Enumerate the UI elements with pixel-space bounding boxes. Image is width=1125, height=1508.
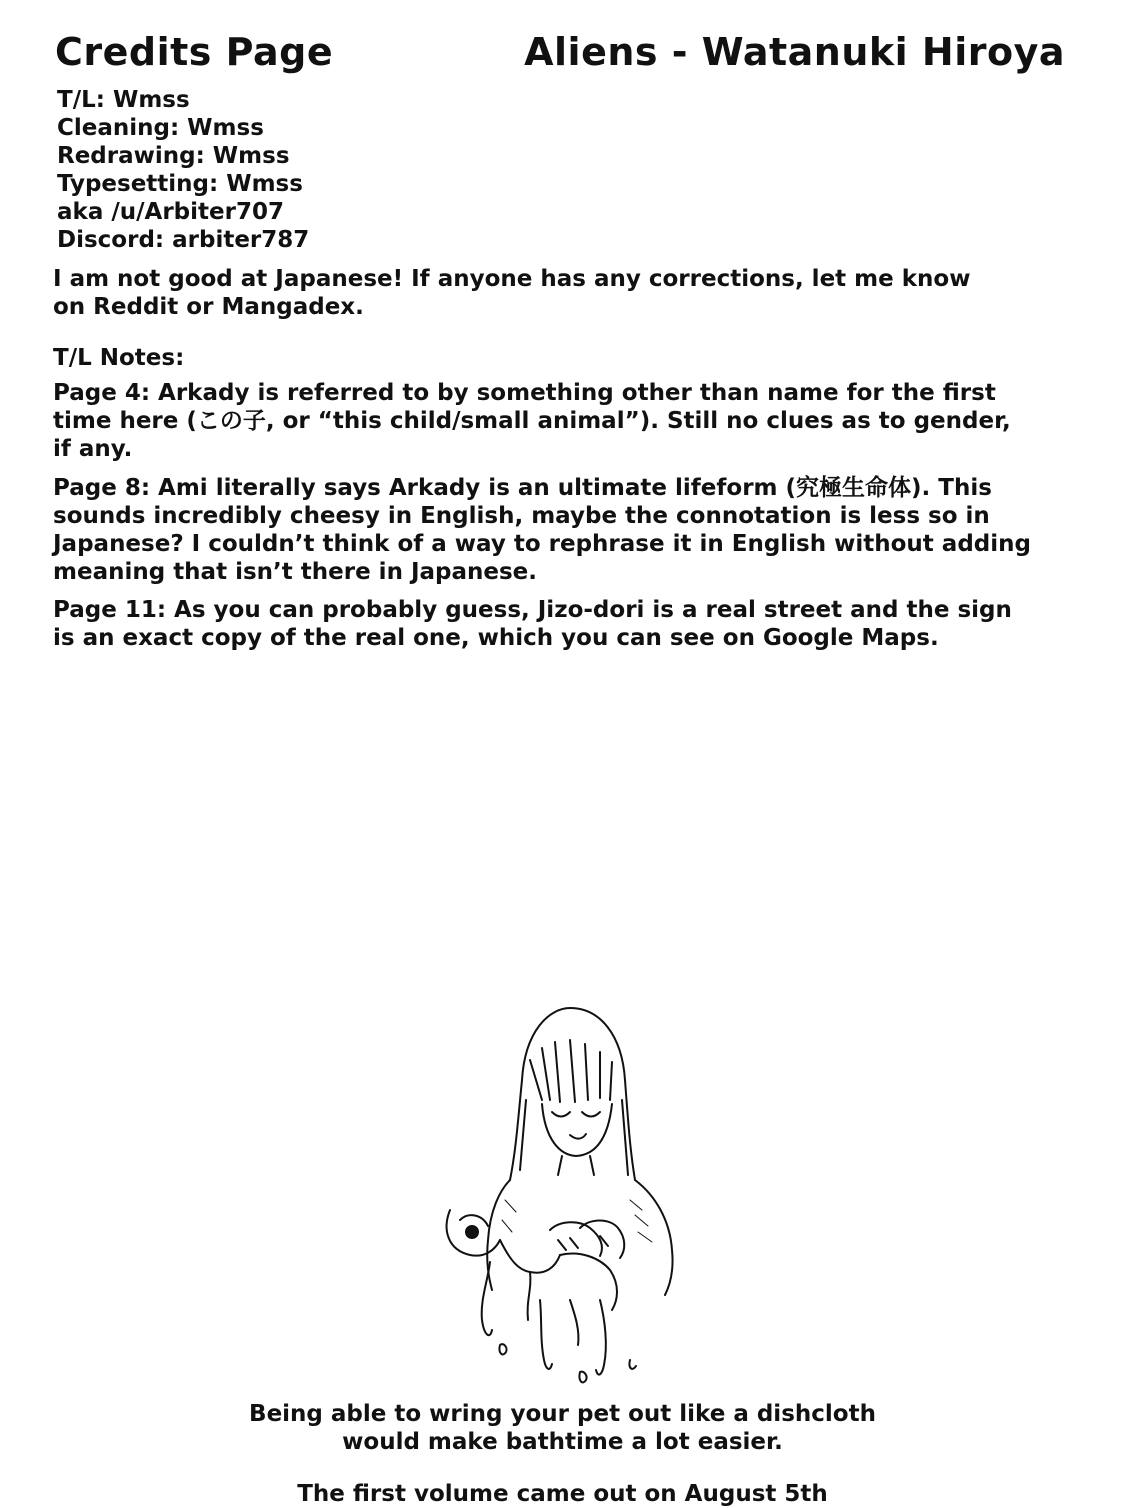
note-page-8: Page 8: Ami literally says Arkady is an ultimate lifeform (究極生命体). This sounds incredibly cheesy in English, maybe the connotation is less so in Japanese? I couldn’t think of a way to rephrase it in English without adding meaning that isn’t there in Japanese. bbox=[53, 475, 1031, 585]
credit-cleaning: Cleaning: Wmss bbox=[57, 115, 264, 141]
credit-typesetting: Typesetting: Wmss bbox=[57, 171, 303, 197]
credit-discord: Discord: arbiter787 bbox=[57, 227, 310, 253]
page-header bbox=[55, 30, 1065, 86]
caption-line-1: Being able to wring your pet out like a dishcloth bbox=[249, 1401, 876, 1427]
caption-line-2: would make bathtime a lot easier. bbox=[342, 1429, 783, 1455]
credit-redrawing: Redrawing: Wmss bbox=[57, 143, 290, 169]
notes-heading: T/L Notes: bbox=[53, 345, 185, 371]
credits-page-title: Credits Page bbox=[55, 30, 334, 74]
girl-holding-pet-illustration bbox=[430, 1000, 690, 1395]
intro-paragraph: I am not good at Japanese! If anyone has any corrections, let me know on Reddit or Mangadex. bbox=[53, 266, 971, 320]
note-page-4: Page 4: Arkady is referred to by something other than name for the first time here (この子, or “this child/small animal”). Still no clues as to gender, if any. bbox=[53, 380, 1011, 462]
credit-translation: T/L: Wmss bbox=[57, 87, 190, 113]
release-footer: The first volume came out on August 5th bbox=[297, 1481, 828, 1507]
credits-list bbox=[57, 86, 309, 254]
note-page-11: Page 11: As you can probably guess, Jizo-dori is a real street and the sign is an exact copy of the real one, which you can see on Google Maps. bbox=[53, 597, 1012, 651]
credit-alias: aka /u/Arbiter707 bbox=[57, 199, 284, 225]
series-title: Aliens - Watanuki Hiroya bbox=[524, 30, 1065, 74]
illustration-caption bbox=[0, 1400, 1125, 1456]
